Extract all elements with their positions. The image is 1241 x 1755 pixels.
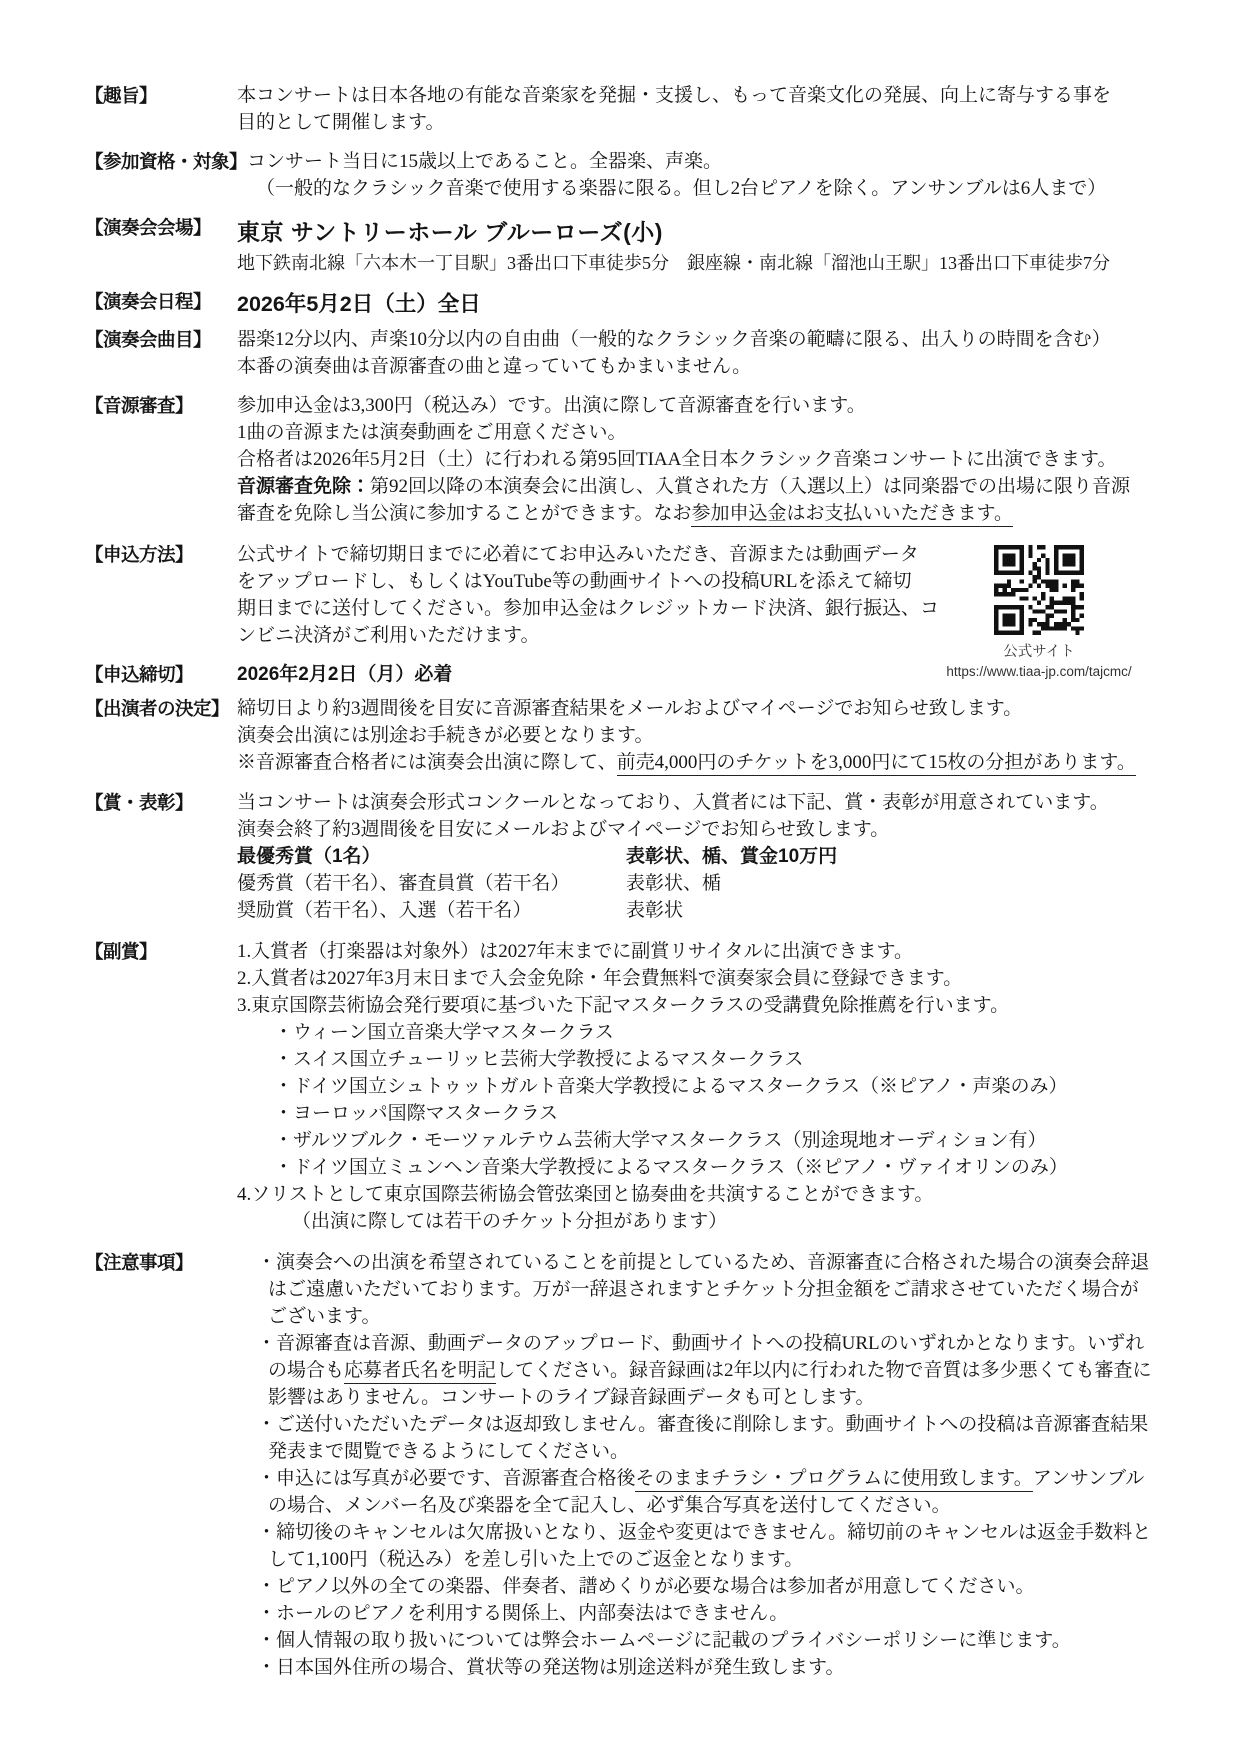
section-chui-jiko <box>85 1249 1171 1681</box>
text-line: 期日までに送付してください。参加申込金はクレジットカード決済、銀行振込、コ <box>237 598 939 619</box>
text-line: ※音源審査合格者には演奏会出演に際して、前売4,000円のチケットを3,000円にて15枚の分担があります。 <box>237 749 1171 776</box>
qr-code <box>994 545 1084 635</box>
section-ongen-shinsa <box>85 392 1171 527</box>
section-content <box>237 938 1171 1235</box>
section-shutsuensha-kettei <box>85 695 1171 776</box>
section-label: 【申込締切】 <box>85 664 194 685</box>
qr-block <box>928 545 1150 681</box>
text-line: （一般的なクラシック音楽で使用する楽器に限る。但し2台ピアノを除く。アンサンブルは6人まで） <box>256 178 1107 199</box>
section-label: 【参加資格・対象】 <box>85 151 248 172</box>
qr-url: https://www.tiaa-jp.com/tajcmc/ <box>946 664 1132 679</box>
section-label: 【演奏会曲目】 <box>85 329 212 350</box>
section-content <box>237 82 1171 136</box>
section-content <box>237 695 1171 776</box>
section-content <box>237 1249 1171 1681</box>
text-line: ・ヨーロッパ国際マスタークラス <box>274 1103 559 1124</box>
text-line: の場合も応募者氏名を明記してください。録音録画は2年以内に行われた物で音質は多少悪くても審査に <box>237 1357 1171 1384</box>
text-line: 本番の演奏曲は音源審査の曲と違っていてもかまいません。 <box>237 356 752 377</box>
text-line: 締切日より約3週間後を目安に音源審査結果をメールおよびマイページでお知らせ致します。 <box>237 698 1023 719</box>
text-line: 発表まで閲覧できるようにしてください。 <box>268 1441 630 1462</box>
text-line: の場合、メンバー名及び楽器を全て記入し、必ず集合写真を送付してください。 <box>268 1495 951 1516</box>
text-line: 東京 サントリーホール ブルーローズ(小) <box>237 219 663 245</box>
text-line: 本コンサートは日本各地の有能な音楽家を発掘・支援し、もって音楽文化の発展、向上に寄与する事を <box>237 85 1112 106</box>
text-line: 4.ソリストとして東京国際芸術協会管弦楽団と協奏曲を共演することができます。 <box>237 1184 934 1205</box>
text-line: 審査を免除し当公演に参加することができます。なお参加申込金はお支払いいただきます。 <box>237 500 1171 527</box>
section-kaijo <box>85 214 1171 277</box>
section-kyokumoku <box>85 326 1171 380</box>
text-line: 地下鉄南北線「六本木一丁目駅」3番出口下車徒歩5分 銀座線・南北線「溜池山王駅」13番出口下車徒歩7分 <box>237 253 1110 273</box>
text-line: 参加申込金は3,300円（税込み）です。出演に際して音源審査を行います。 <box>237 395 866 416</box>
section-content <box>237 214 1171 277</box>
document-sections <box>85 82 1171 1681</box>
text-line: ・ドイツ国立ミュンヘン音楽大学教授によるマスタークラス（※ピアノ・ヴァイオリンのみ） <box>274 1157 1068 1178</box>
text-line: ・ザルツブルク・モーツァルテウム芸術大学マスタークラス（別途現地オーディション有） <box>274 1130 1047 1151</box>
qr-caption: 公式サイト <box>1003 644 1075 660</box>
text-line: はご遠慮いただいております。万が一辞退されますとチケット分担金額をご請求させていただく場合が <box>268 1279 1139 1300</box>
text-line: 2026年5月2日（土）全日 <box>237 292 481 316</box>
text-line: ・ウィーン国立音楽大学マスタークラス <box>274 1022 614 1043</box>
text-line: （出演に際しては若干のチケット分担があります） <box>292 1211 728 1232</box>
text-line: 奨励賞（若干名）、入選（若干名） 表彰状 <box>237 900 684 921</box>
text-line: ・締切後のキャンセルは欠席扱いとなり、返金や変更はできません。締切前のキャンセルは返金手数料と <box>257 1522 1152 1543</box>
text-line: ・日本国外住所の場合、賞状等の発送物は別途送料が発生致します。 <box>257 1657 845 1678</box>
text-line: 合格者は2026年5月2日（土）に行われる第95回TIAA全日本クラシック音楽コンサートに出演できます。 <box>237 449 1117 470</box>
text-line: ・ホールのピアノを利用する関係上、内部奏法はできません。 <box>257 1603 789 1624</box>
text-line: 優秀賞（若干名）、審査員賞（若干名） 表彰状、楯 <box>237 873 722 894</box>
text-line: 3.東京国際芸術協会発行要項に基づいた下記マスタークラスの受講費免除推薦を行います。 <box>237 995 1010 1016</box>
section-label: 【賞・表彰】 <box>85 792 194 813</box>
text-line: 演奏会出演には別途お手続きが必要となります。 <box>237 725 654 746</box>
text-line: ・ご送付いただいたデータは返却致しません。審査後に削除します。動画サイトへの投稿は音源審査結果 <box>257 1414 1149 1435</box>
section-shushi <box>85 82 1171 136</box>
text-line: をアップロードし、もしくはYouTube等の動画サイトへの投稿URLを添えて締切 <box>237 571 912 592</box>
text-line: 1曲の音源または演奏動画をご用意ください。 <box>237 422 627 443</box>
text-line: して1,100円（税込み）を差し引いた上でのご返金となります。 <box>268 1549 804 1570</box>
section-content <box>237 288 1171 321</box>
section-label: 【音源審査】 <box>85 395 194 416</box>
text-line: ・個人情報の取り扱いについては弊会ホームページに記載のプライバシーポリシーに準じます。 <box>257 1630 1071 1651</box>
section-label: 【出演者の決定】 <box>85 698 230 719</box>
text-line: ・音源審査は音源、動画データのアップロード、動画サイトへの投稿URLのいずれかとなります。いずれ <box>257 1333 1145 1354</box>
section-sanka-shikaku <box>85 148 1171 202</box>
section-sho-hyosho <box>85 789 1171 924</box>
section-label: 【副賞】 <box>85 941 158 962</box>
text-line: 公式サイトで締切期日までに必着にてお申込みいただき、音源または動画データ <box>237 544 919 565</box>
text-line: 当コンサートは演奏会形式コンクールとなっており、入賞者には下記、賞・表彰が用意されています。 <box>237 792 1109 813</box>
text-line: 最優秀賞（1名） 表彰状、楯、賞金10万円 <box>237 846 838 867</box>
section-label: 【趣旨】 <box>85 85 158 106</box>
text-line: ・ピアノ以外の全ての楽器、伴奏者、譜めくりが必要な場合は参加者が用意してください。 <box>257 1576 1035 1597</box>
text-line: 2.入賞者は2027年3月末日まで入会金免除・年会費無料で演奏家会員に登録できます。 <box>237 968 963 989</box>
text-line: ・演奏会への出演を希望されていることを前提としているため、音源審査に合格された場合の演奏会辞退 <box>257 1252 1150 1273</box>
text-line: 影響はありません。コンサートのライブ録音録画データも可とします。 <box>268 1387 875 1408</box>
section-content <box>237 789 1171 924</box>
text-line: 目的として開催します。 <box>237 112 445 133</box>
section-label: 【注意事項】 <box>85 1252 194 1273</box>
text-line: 演奏会終了約3週間後を目安にメールおよびマイページでお知らせ致します。 <box>237 819 890 840</box>
text-line: 音源審査免除：第92回以降の本演奏会に出演し、入賞された方（入選以上）は同楽器での出場に限り音源 <box>237 476 1131 497</box>
text-line: ・申込には写真が必要です、音源審査合格後そのままチラシ・プログラムに使用致します。アンサンブル <box>237 1465 1171 1492</box>
text-line: ございます。 <box>268 1306 381 1327</box>
text-line: ・スイス国立チューリッヒ芸術大学教授によるマスタークラス <box>274 1049 804 1070</box>
section-label: 【演奏会会場】 <box>85 217 212 238</box>
text-line: 1.入賞者（打楽器は対象外）は2027年末までに副賞リサイタルに出演できます。 <box>237 941 914 962</box>
section-nittei <box>85 288 1171 321</box>
text-line: ンビニ決済がご利用いただけます。 <box>237 625 540 646</box>
text-line: コンサート当日に15歳以上であること。全器楽、声楽。 <box>247 151 723 172</box>
text-line: 器楽12分以内、声楽10分以内の自由曲（一般的なクラシック音楽の範疇に限る、出入りの時間を含む） <box>237 329 1111 350</box>
section-fukusho <box>85 938 1171 1235</box>
section-content <box>237 326 1171 380</box>
section-label: 【申込方法】 <box>85 544 194 565</box>
section-label: 【演奏会日程】 <box>85 291 212 312</box>
text-line: ・ドイツ国立シュトゥットガルト音楽大学教授によるマスタークラス（※ピアノ・声楽のみ） <box>274 1076 1068 1097</box>
section-content <box>237 392 1171 527</box>
text-line: 2026年2月2日（月）必着 <box>237 664 453 685</box>
section-content <box>247 148 1171 202</box>
